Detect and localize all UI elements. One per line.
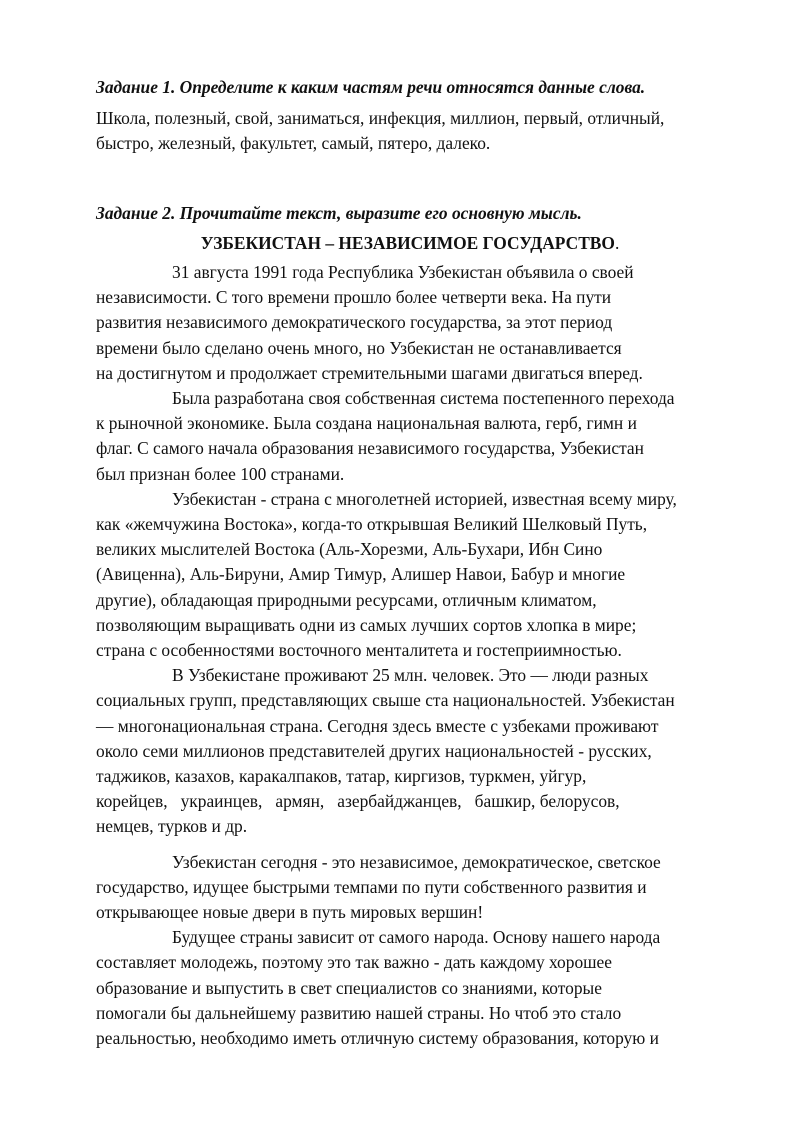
text-line: флаг. С самого начала образования независимого государства, Узбекистан: [96, 438, 644, 459]
text-line: 31 августа 1991 года Республика Узбекистан объявила о своей: [172, 262, 634, 282]
paragraph-future: [96, 925, 724, 1051]
text-line: к рыночной экономике. Была создана национальная валюта, герб, гимн и: [96, 413, 637, 434]
paragraph-independence: [96, 260, 724, 386]
text-title-suffix: .: [614, 233, 620, 253]
text-line: позволяющим выращивать одни из самых лучших сортов хлопка в мире;: [96, 614, 637, 635]
paragraph-economy: [96, 386, 724, 487]
text-line: открывающее новые двери в путь мировых вершин!: [96, 902, 484, 923]
paragraph-history: [96, 487, 724, 663]
text-line: был признан более 100 странами.: [96, 463, 345, 484]
text-title-main: УЗБЕКИСТАН – НЕЗАВИСИМОЕ ГОСУДАРСТВО: [200, 233, 615, 253]
text-line: Узбекистан - страна с многолетней историей, известная всему миру,: [172, 488, 677, 509]
task2-heading: Задание 2. Прочитайте текст, выразите его основную мысль.: [96, 203, 582, 223]
text-line: помогали бы дальнейшему развитию нашей страны. Но чтоб это стало: [96, 1002, 622, 1023]
text-line: страна с особенностями восточного менталитета и гостеприимностью.: [96, 640, 622, 661]
text-line: — многонациональная страна. Сегодня здесь вместе с узбеками проживают: [96, 715, 659, 736]
paragraph-today: [96, 850, 724, 926]
text-line: таджиков, казахов, каракалпаков, татар, киргизов, туркмен, уйгур,: [96, 766, 587, 787]
paragraph-population: [96, 663, 724, 839]
text-line: Была разработана своя собственная система постепенного перехода: [172, 388, 675, 409]
document-page: [96, 74, 724, 1051]
text-line: около семи миллионов представителей других национальностей - русских,: [96, 740, 652, 761]
task1-heading: Задание 1. Определите к каким частям речи относятся данные слова.: [96, 77, 646, 97]
text-line: Узбекистан сегодня - это независимое, демократическое, светское: [172, 851, 661, 872]
text-line: времени было сделано очень много, но Узбекистан не останавливается: [96, 337, 622, 358]
text-line: образование и выпустить в свет специалистов со знаниями, которые: [96, 977, 602, 998]
text-title: [96, 230, 724, 256]
task1-word-list: [96, 106, 724, 156]
text-line: реальностью, необходимо иметь отличную систему образования, которую и: [96, 1028, 659, 1049]
text-line: корейцев, украинцев, армян, азербайджанцев, башкир, белорусов,: [96, 791, 620, 812]
text-line: как «жемчужина Востока», когда-то открывшая Великий Шелковый Путь,: [96, 514, 648, 535]
text-line: составляет молодежь, поэтому это так важно - дать каждому хорошее: [96, 952, 612, 973]
text-line: быстро, железный, факультет, самый, пятеро, далеко.: [96, 133, 491, 153]
text-line: (Авиценна), Аль-Бируни, Амир Тимур, Алишер Навои, Бабур и многие: [96, 564, 626, 585]
text-line: социальных групп, представляющих свыше ста национальностей. Узбекистан: [96, 690, 675, 711]
text-line: немцев, турков и др.: [96, 816, 248, 837]
text-line: Школа, полезный, свой, заниматься, инфекция, миллион, первый, отличный,: [96, 108, 665, 128]
text-line: Будущее страны зависит от самого народа. Основу нашего народа: [172, 927, 661, 948]
text-line: великих мыслителей Востока (Аль-Хорезми, Аль-Бухари, Ибн Сино: [96, 539, 603, 560]
text-line: В Узбекистане проживают 25 млн. человек. Это — люди разных: [172, 665, 649, 686]
text-line: другие), обладающая природными ресурсами, отличным климатом,: [96, 589, 597, 610]
text-line: государство, идущее быстрыми темпами по пути собственного развития и: [96, 876, 647, 897]
text-line: независимости. С того времени прошло более четверти века. На пути: [96, 287, 612, 308]
text-line: на достигнутом и продолжает стремительными шагами двигаться вперед.: [96, 362, 643, 383]
text-line: развития независимого демократического государства, за этот период: [96, 312, 613, 333]
